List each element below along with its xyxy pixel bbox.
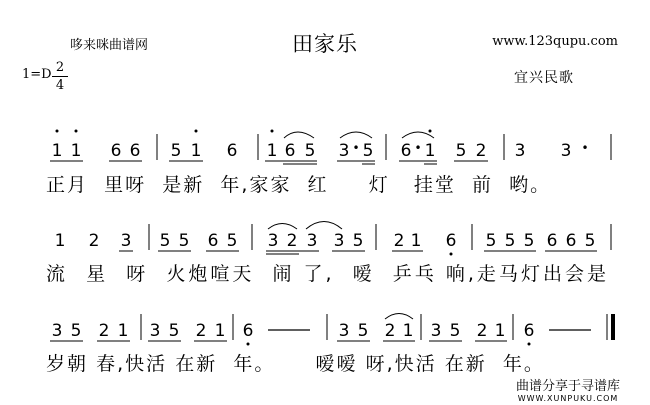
lyric-phrase: 家 — [270, 174, 292, 196]
lyric-phrase: 走 — [476, 263, 499, 285]
note: 5 — [70, 321, 82, 341]
score-row-3 — [50, 314, 615, 346]
note: 3 — [51, 321, 63, 341]
lyric-phrase: 炮 — [188, 263, 211, 285]
note: 3 — [338, 141, 350, 161]
note: 6 — [284, 141, 296, 161]
lyric-phrase: 活 — [415, 353, 437, 375]
lyric-phrase: 出 — [542, 263, 565, 285]
slur — [402, 132, 434, 138]
dot: • — [352, 141, 360, 155]
lyrics-line-1 — [46, 170, 551, 197]
octave-dot-low — [247, 343, 250, 346]
lyric-phrase: 里 — [104, 174, 126, 196]
note: 5 — [357, 321, 369, 341]
lyric-phrase: 快 — [125, 353, 147, 375]
note: 2 — [88, 231, 100, 251]
note: 6 — [129, 141, 141, 161]
note: 2 — [98, 321, 110, 341]
watermark-text: 曲谱分享于寻谱库 — [515, 379, 620, 394]
note: 2 — [286, 231, 298, 251]
note: 5 — [226, 231, 238, 251]
note: 6 — [523, 321, 535, 341]
note: 3 — [514, 141, 526, 161]
lyric-phrase: 新 — [465, 353, 487, 375]
octave-dot-low — [528, 343, 531, 346]
note: 1 — [214, 321, 226, 341]
lyric-phrase: 红 — [307, 174, 329, 196]
octave-dot-low — [450, 253, 453, 256]
lyric-phrase: 年, — [220, 174, 250, 196]
meter-numerator: 2 — [55, 60, 65, 75]
note: 1 — [424, 141, 436, 161]
lyric-phrase: 新 — [183, 174, 205, 196]
lyric-phrase: 了, — [303, 263, 335, 285]
lyric-phrase: 呀 — [126, 263, 149, 285]
slur — [284, 132, 314, 138]
note: 5 — [159, 231, 171, 251]
lyric-phrase: 春, — [96, 353, 126, 375]
note: 3 — [333, 231, 345, 251]
lyric-phrase: 乓 — [414, 263, 437, 285]
genre-label: 宜兴民歌 — [514, 70, 574, 86]
note: 5 — [362, 141, 374, 161]
note: 3 — [267, 231, 279, 251]
note: 5 — [168, 321, 180, 341]
lyric-phrase: 星 — [86, 263, 109, 285]
note: 5 — [304, 141, 316, 161]
octave-dot — [429, 130, 432, 133]
slur — [340, 132, 372, 138]
watermark — [516, 375, 620, 403]
octave-dot — [75, 130, 78, 133]
note: 5 — [449, 321, 461, 341]
dot: • — [414, 141, 422, 155]
note: 3 — [306, 231, 318, 251]
note: 6 — [400, 141, 412, 161]
lyric-phrase: 嗳 — [352, 263, 375, 285]
song-title: 田家乐 — [292, 32, 358, 56]
final-barline-thick — [611, 314, 615, 340]
note: 6 — [546, 231, 558, 251]
note: 5 — [170, 141, 182, 161]
note: 1 — [54, 231, 66, 251]
lyric-phrase: 灯 — [520, 263, 543, 285]
note: 2 — [195, 321, 207, 341]
lyric-phrase: 挂 — [413, 174, 435, 196]
lyrics-line-3 — [46, 349, 545, 376]
note: 1 — [70, 141, 82, 161]
lyric-phrase: 正 — [46, 174, 68, 196]
note: 2 — [476, 321, 488, 341]
note: 5 — [504, 231, 516, 251]
lyric-phrase: 流 — [46, 263, 69, 285]
note: 1 — [266, 141, 278, 161]
lyric-phrase: 火 — [166, 263, 189, 285]
lyric-phrase: 是 — [162, 174, 184, 196]
lyric-phrase: 岁 — [46, 353, 68, 375]
lyrics-line-2 — [46, 259, 609, 286]
octave-dot — [56, 130, 59, 133]
lyric-phrase: 嗳 — [336, 353, 358, 375]
lyric-phrase: 喧 — [210, 263, 233, 285]
note: 5 — [485, 231, 497, 251]
slur — [385, 314, 413, 320]
key-signature: 1=D — [22, 67, 52, 82]
lyric-phrase: 堂 — [434, 174, 456, 196]
note: 6 — [565, 231, 577, 251]
meter-denominator: 4 — [55, 78, 65, 93]
note: 1 — [51, 141, 63, 161]
note: 5 — [523, 231, 535, 251]
note: 3 — [120, 231, 132, 251]
lyric-phrase: 朝 — [67, 353, 89, 375]
lyric-phrase: 天 — [232, 263, 255, 285]
note: 5 — [178, 231, 190, 251]
score-row-1 — [50, 130, 611, 165]
lyric-phrase: 呀, — [365, 353, 395, 375]
lyric-phrase: 哟。 — [509, 174, 552, 196]
dot: • — [581, 141, 589, 155]
note: 3 — [560, 141, 572, 161]
note: 1 — [117, 321, 129, 341]
lyric-phrase: 年。 — [502, 353, 545, 375]
note: 1 — [190, 141, 202, 161]
lyric-phrase: 响, — [445, 263, 477, 285]
lyric-phrase: 前 — [472, 174, 494, 196]
lyric-phrase: 马 — [498, 263, 521, 285]
site-name-left: 哆来咪曲谱网 — [70, 38, 149, 53]
lyric-phrase: 是 — [587, 263, 610, 285]
lyric-phrase: 活 — [146, 353, 168, 375]
lyric-phrase: 家 — [249, 174, 271, 196]
lyric-phrase: 呀 — [125, 174, 147, 196]
note: 6 — [110, 141, 122, 161]
note: 1 — [494, 321, 506, 341]
note: 6 — [242, 321, 254, 341]
slur — [306, 222, 342, 230]
note: 3 — [149, 321, 161, 341]
lyric-phrase: 月 — [67, 174, 89, 196]
lyric-phrase: 年。 — [233, 353, 276, 375]
note: 5 — [584, 231, 596, 251]
note: 6 — [226, 141, 238, 161]
octave-dot — [271, 130, 274, 133]
note: 3 — [430, 321, 442, 341]
lyric-phrase: 闹 — [272, 263, 295, 285]
watermark-url[interactable]: WWW.XUNPUKU.COM — [517, 394, 619, 403]
lyric-phrase: 嗳 — [315, 353, 337, 375]
lyric-phrase: 乒 — [392, 263, 415, 285]
lyric-phrase: 在 — [175, 353, 197, 375]
note: 2 — [393, 231, 405, 251]
note: 6 — [445, 231, 457, 251]
lyric-phrase: 在 — [444, 353, 466, 375]
note: 5 — [455, 141, 467, 161]
note: 1 — [410, 231, 422, 251]
site-url[interactable]: www.123qupu.com — [492, 34, 618, 49]
note: 2 — [384, 321, 396, 341]
note: 6 — [207, 231, 219, 251]
lyric-phrase: 灯 — [368, 174, 390, 196]
slur — [268, 224, 297, 230]
score-row-2 — [55, 222, 611, 256]
lyric-phrase: 会 — [564, 263, 587, 285]
lyric-phrase: 新 — [196, 353, 218, 375]
note: 2 — [475, 141, 487, 161]
lyric-phrase: 快 — [394, 353, 416, 375]
note: 5 — [352, 231, 364, 251]
note: 3 — [338, 321, 350, 341]
note: 1 — [402, 321, 414, 341]
octave-dot — [195, 130, 198, 133]
